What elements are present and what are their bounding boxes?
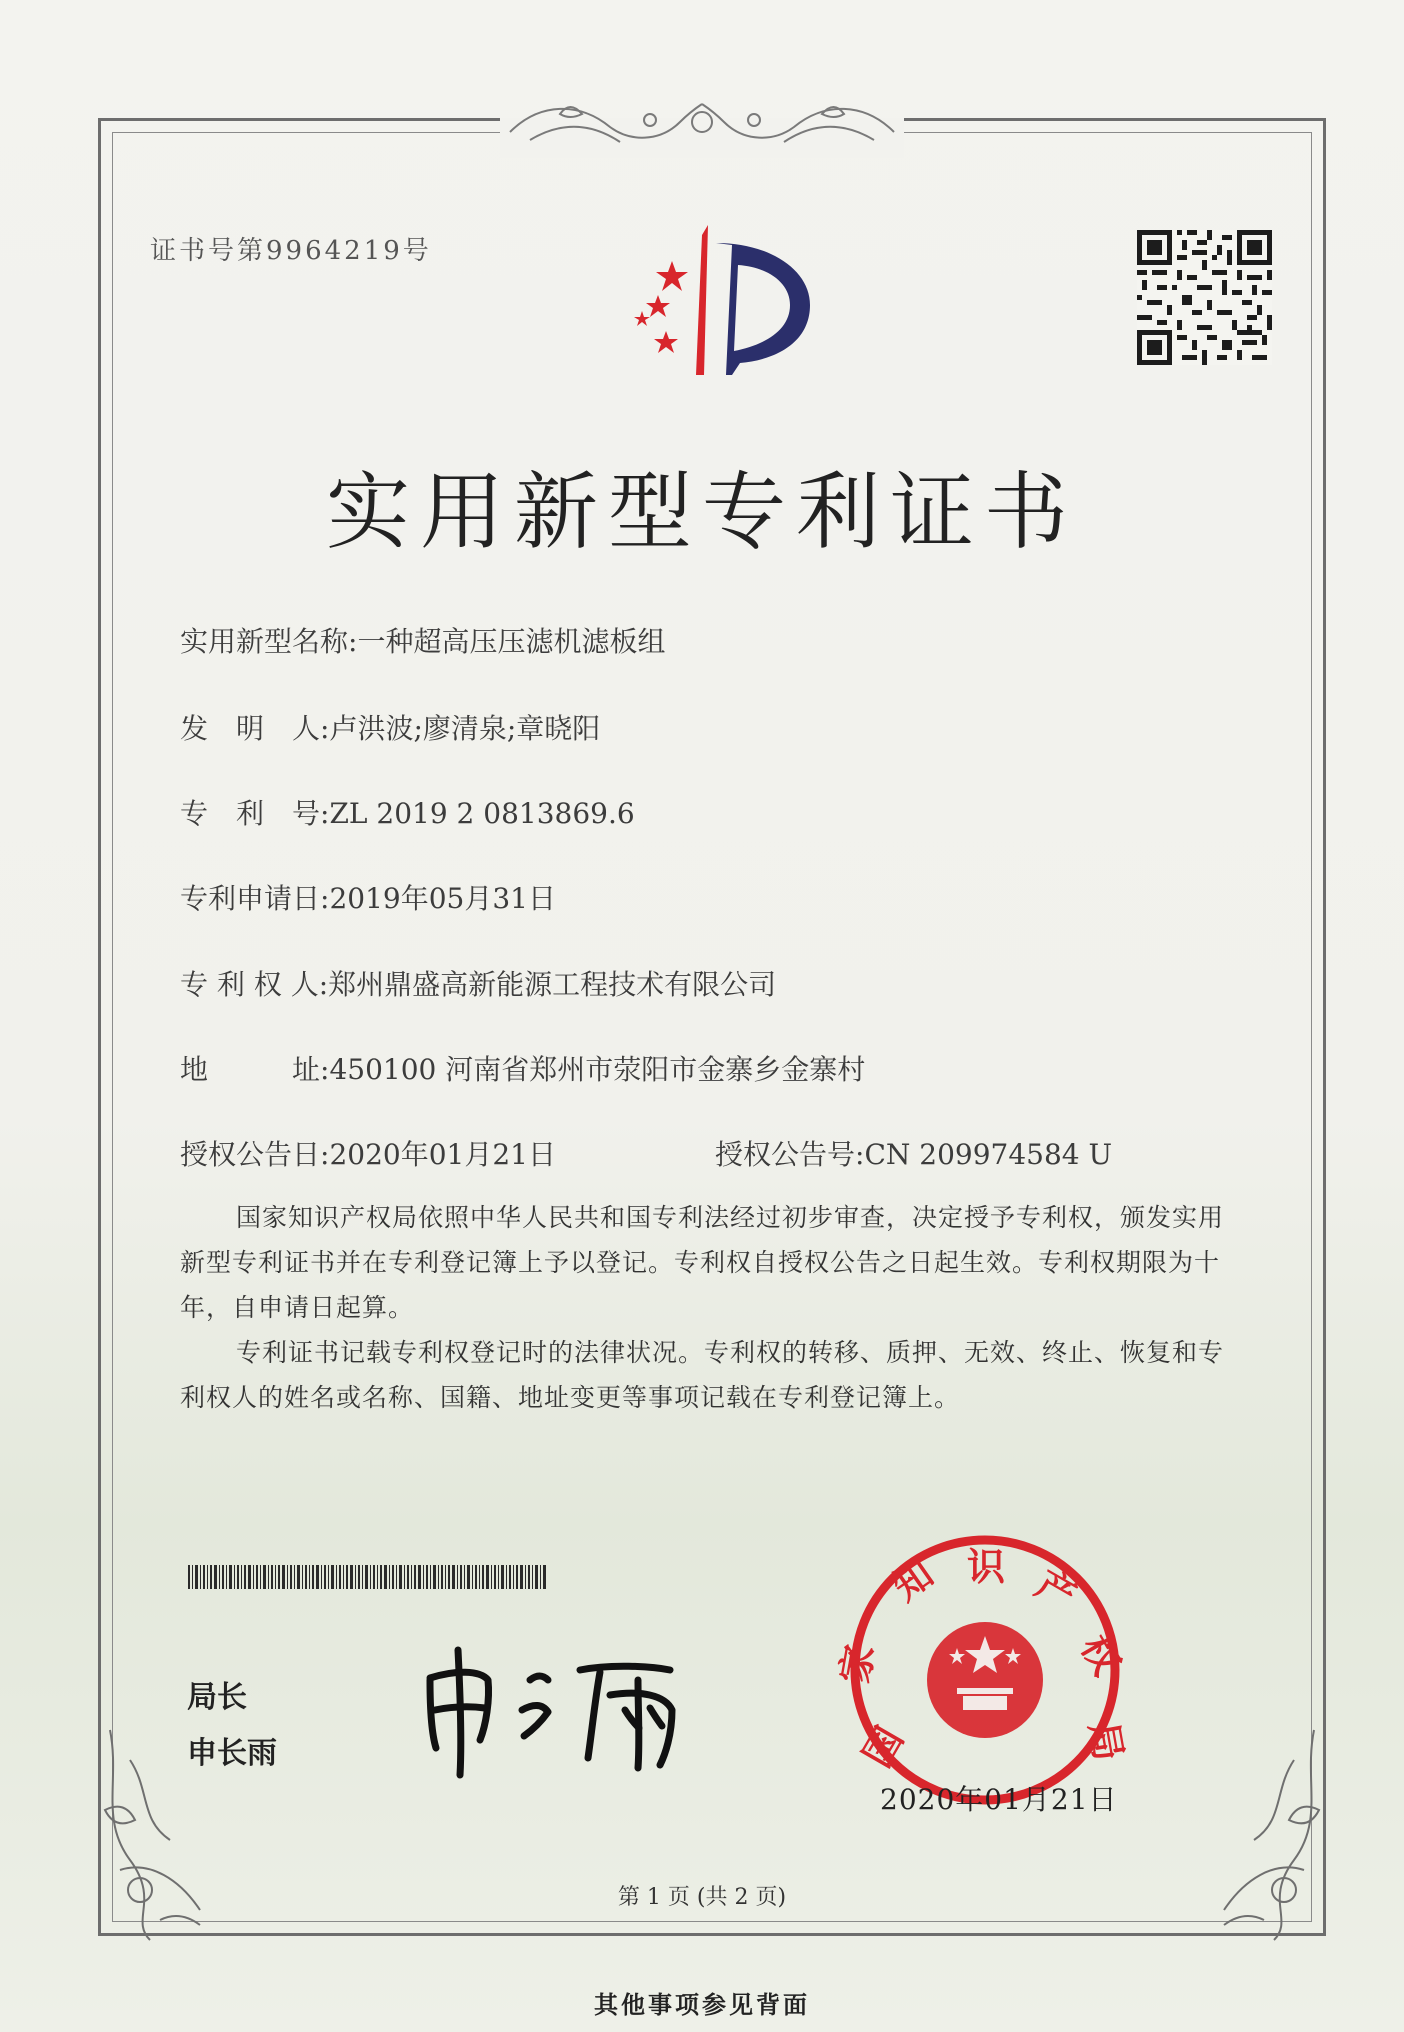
certificate-number: 证书号第9964219号 xyxy=(150,236,432,266)
field-label: 实用新型名称: xyxy=(180,625,358,658)
field-value: 2020年01月21日 xyxy=(329,1138,556,1171)
field-value: 一种超高压压滤机滤板组 xyxy=(357,625,666,658)
field-label: 专 利 权 人: xyxy=(180,968,329,1001)
field-value: 卢洪波;廖清泉;章晓阳 xyxy=(329,712,601,745)
field-value: 郑州鼎盛高新能源工程技术有限公司 xyxy=(328,968,777,1001)
svg-text:知: 知 xyxy=(884,1551,942,1610)
field-label: 专利申请日: xyxy=(180,882,330,915)
signatory-name: 申长雨 xyxy=(187,1736,277,1771)
handwritten-signature xyxy=(410,1640,710,1780)
qr-code-icon xyxy=(1137,230,1272,365)
field-label: 授权公告日: xyxy=(180,1138,330,1171)
paragraph-legal-status: 专利证书记载专利权登记时的法律状况。专利权的转移、质押、无效、终止、恢复和专利权人的姓名或名称、国籍、地址变更等事项记载在专利登记簿上。 xyxy=(180,1338,1225,1412)
field-utility-model-name xyxy=(180,620,665,660)
field-patent-number xyxy=(180,792,635,832)
paragraph-grant: 国家知识产权局依照中华人民共和国专利法经过初步审查，决定授予专利权，颁发实用新型专利证书并在专利登记簿上予以登记。专利权自授权公告之日起生效。专利权期限为十年，自申请日起算。 xyxy=(180,1203,1225,1322)
signatory-title: 局长 xyxy=(187,1680,247,1715)
field-label: 发 明 人: xyxy=(180,712,330,745)
footer-note: 其他事项参见背面 xyxy=(594,1990,810,2019)
barcode-icon xyxy=(188,1565,546,1589)
field-inventor xyxy=(180,707,600,747)
field-value: ZL 2019 2 0813869.6 xyxy=(329,797,635,830)
field-value: 450100 河南省郑州市荥阳市金寨乡金寨村 xyxy=(329,1053,866,1086)
field-patentee xyxy=(180,963,776,1003)
field-label: 专 利 号: xyxy=(180,797,330,830)
official-seal xyxy=(832,1530,1132,1810)
field-value: CN 209974584 U xyxy=(864,1138,1113,1171)
field-label: 授权公告号: xyxy=(715,1138,865,1171)
seal-date: 2020年01月21日 xyxy=(880,1783,1118,1816)
svg-text:产: 产 xyxy=(1028,1561,1084,1619)
certificate-body xyxy=(180,1195,1246,1420)
page-number: 第 1 页 (共 2 页) xyxy=(617,1885,787,1910)
svg-text:识: 识 xyxy=(967,1545,1006,1589)
field-grant-date xyxy=(180,1133,556,1173)
field-label: 地 址: xyxy=(180,1053,330,1086)
certificate-inner-border xyxy=(112,132,1312,1922)
field-address xyxy=(180,1048,865,1088)
top-ornament xyxy=(500,92,904,158)
certificate-title: 实用新型专利证书 xyxy=(325,463,1078,561)
svg-text:权: 权 xyxy=(1072,1627,1130,1683)
field-filing-date xyxy=(180,877,556,917)
field-grant-number xyxy=(715,1133,1112,1173)
field-value: 2019年05月31日 xyxy=(329,882,556,915)
svg-text:局: 局 xyxy=(1081,1718,1132,1765)
cnipa-logo-icon xyxy=(600,225,830,395)
svg-text:国: 国 xyxy=(854,1719,912,1775)
bottom-right-ornament xyxy=(1184,1720,1334,1950)
svg-text:家: 家 xyxy=(832,1641,883,1687)
